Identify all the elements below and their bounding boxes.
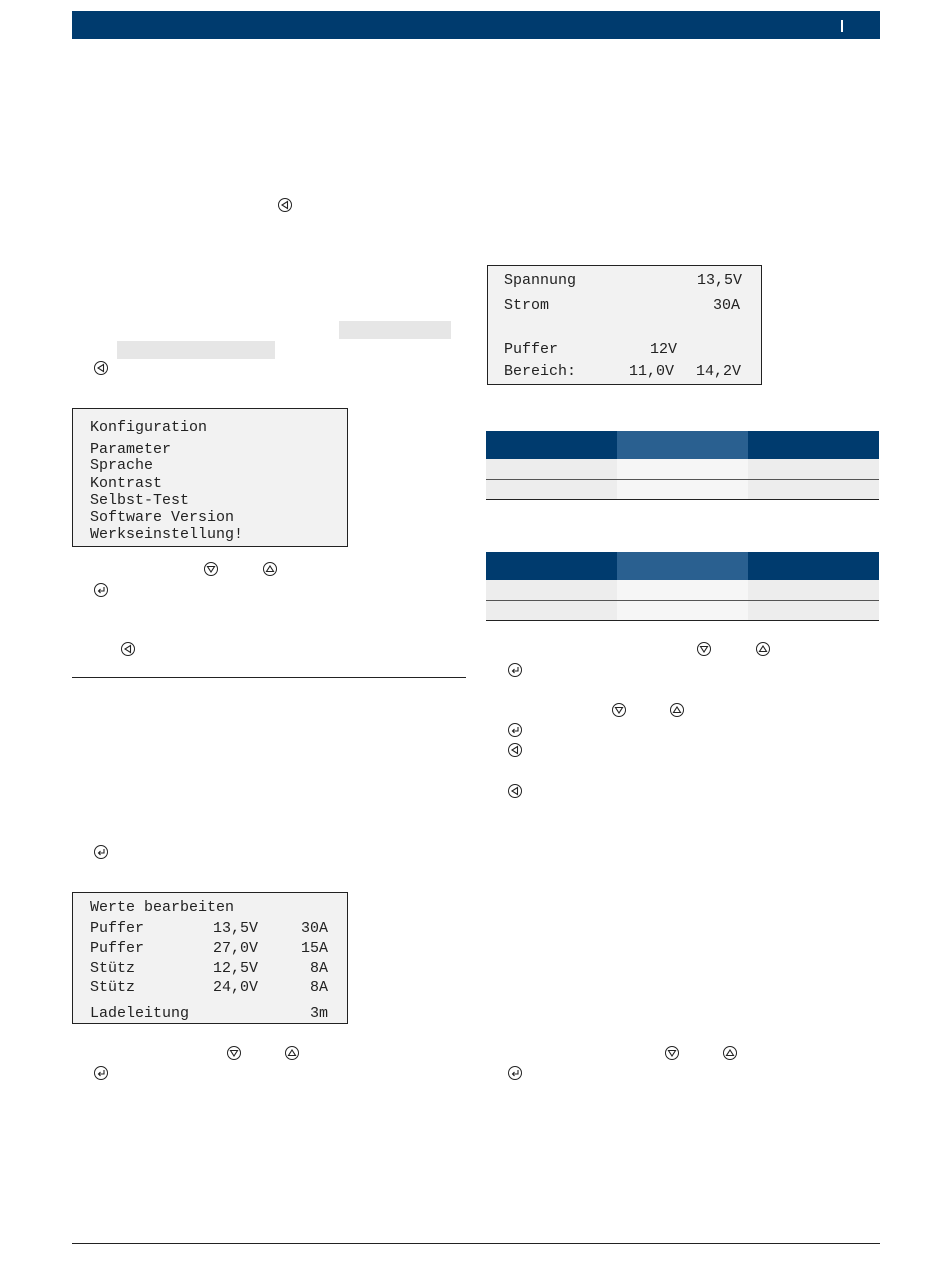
footer-rule (72, 1243, 880, 1244)
enter-icon (508, 1066, 522, 1080)
lcd-values-title: Werte bearbeiten (90, 899, 235, 916)
enter-icon (94, 583, 108, 597)
lcd-cable-label: Ladeleitung (90, 1005, 190, 1022)
back-icon (508, 784, 522, 798)
table-bottom-rule (486, 499, 879, 500)
table-cell (486, 459, 617, 479)
lcd-values-display (72, 892, 348, 1024)
lcd-buffer-label: Puffer (504, 341, 559, 358)
lcd-row-voltage: 24,0V (213, 979, 259, 996)
table-cell (617, 459, 748, 479)
table-cell (748, 580, 879, 600)
lcd-row-voltage: 12,5V (213, 960, 259, 977)
table-header-cell (617, 552, 748, 580)
table-header-cell (748, 431, 879, 459)
table-header-cell (486, 431, 617, 459)
down-arrow-icon (227, 1046, 241, 1060)
table-1 (486, 431, 879, 500)
lcd-config-title: Konfiguration (90, 419, 208, 436)
lcd-voltage-label: Spannung (504, 272, 577, 289)
highlight-block (117, 341, 275, 359)
lcd-row-current: 8A (310, 960, 329, 977)
table-header-cell (486, 552, 617, 580)
table-cell (617, 601, 748, 620)
enter-icon (94, 845, 108, 859)
table-cell (486, 580, 617, 600)
down-arrow-icon (612, 703, 626, 717)
enter-icon (508, 663, 522, 677)
up-arrow-icon (756, 642, 770, 656)
lcd-current-label: Strom (504, 297, 550, 314)
header-bar (72, 11, 880, 39)
enter-icon (94, 1066, 108, 1080)
lcd-row-mode: Puffer (90, 920, 145, 937)
lcd-cable-value: 3m (310, 1005, 329, 1022)
table-cell (486, 601, 617, 620)
up-arrow-icon (285, 1046, 299, 1060)
lcd-row-current: 8A (310, 979, 329, 996)
header-tick (841, 20, 843, 32)
table-cell (486, 480, 617, 499)
lcd-current-value: 30A (713, 297, 741, 314)
lcd-config-display (72, 408, 348, 547)
lcd-range-label: Bereich: (504, 363, 577, 380)
lcd-config-item: Sprache (90, 457, 154, 474)
lcd-row-mode: Stütz (90, 979, 136, 996)
section-divider (72, 677, 466, 678)
back-icon (508, 743, 522, 757)
lcd-config-item: Kontrast (90, 475, 163, 492)
lcd-voltage-value: 13,5V (697, 272, 743, 289)
table-cell (748, 459, 879, 479)
back-icon (94, 361, 108, 375)
lcd-row-current: 30A (301, 920, 329, 937)
table-cell (748, 480, 879, 499)
up-arrow-icon (723, 1046, 737, 1060)
lcd-config-item: Software Version (90, 509, 235, 526)
up-arrow-icon (263, 562, 277, 576)
table-bottom-rule (486, 620, 879, 621)
back-icon (278, 198, 292, 212)
lcd-row-mode: Stütz (90, 960, 136, 977)
table-2 (486, 552, 879, 621)
lcd-range-min: 11,0V (629, 363, 675, 380)
table-cell (617, 580, 748, 600)
lcd-config-item: Parameter (90, 441, 172, 458)
highlight-block (339, 321, 451, 339)
down-arrow-icon (697, 642, 711, 656)
enter-icon (508, 723, 522, 737)
table-header-cell (748, 552, 879, 580)
lcd-row-mode: Puffer (90, 940, 145, 957)
table-header-cell (617, 431, 748, 459)
down-arrow-icon (665, 1046, 679, 1060)
table-cell (748, 601, 879, 620)
down-arrow-icon (204, 562, 218, 576)
lcd-row-current: 15A (301, 940, 329, 957)
lcd-config-item: Selbst-Test (90, 492, 190, 509)
lcd-range-max: 14,2V (696, 363, 742, 380)
back-icon (121, 642, 135, 656)
lcd-config-item: Werkseinstellung! (90, 526, 244, 543)
lcd-status-display (487, 265, 762, 385)
lcd-buffer-value: 12V (650, 341, 678, 358)
lcd-row-voltage: 27,0V (213, 940, 259, 957)
table-cell (617, 480, 748, 499)
up-arrow-icon (670, 703, 684, 717)
lcd-row-voltage: 13,5V (213, 920, 259, 937)
